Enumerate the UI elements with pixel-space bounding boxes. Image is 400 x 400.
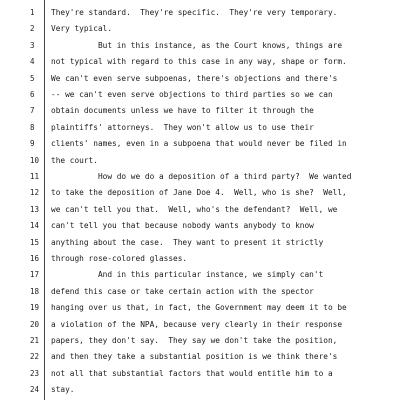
transcript-line bbox=[0, 136, 400, 152]
transcript-line bbox=[0, 71, 400, 87]
line-text: hanging over us that, in fact, the Government may deem it to be bbox=[51, 303, 347, 313]
transcript-line bbox=[0, 235, 400, 251]
line-text: And in this particular instance, we simply can't bbox=[51, 270, 324, 280]
transcript-line bbox=[0, 218, 400, 234]
line-text: stay. bbox=[51, 385, 75, 395]
line-text: anything about the case. They want to present it strictly bbox=[51, 237, 324, 247]
line-text: to take the deposition of Jane Doe 4. Well, who is she? Well, bbox=[51, 188, 347, 198]
line-number: 23 bbox=[30, 368, 40, 378]
transcript-line bbox=[0, 202, 400, 218]
transcript-line bbox=[0, 284, 400, 300]
line-number: 19 bbox=[30, 303, 40, 313]
transcript-line bbox=[0, 169, 400, 185]
line-text: Very typical. bbox=[51, 24, 113, 34]
line-text: How do we do a deposition of a third party? We wanted bbox=[51, 172, 352, 181]
line-text: But in this instance, as the Court knows, things are bbox=[51, 40, 343, 50]
line-number: 1 bbox=[30, 8, 35, 17]
line-text: defend this case or take certain action with the spector bbox=[51, 286, 314, 296]
transcript-line bbox=[0, 185, 400, 201]
line-number: 6 bbox=[30, 90, 35, 99]
line-text: through rose-colored glasses. bbox=[51, 254, 188, 263]
line-number: 12 bbox=[30, 188, 40, 198]
line-number: 13 bbox=[30, 204, 40, 214]
line-number: 5 bbox=[30, 73, 35, 83]
transcript-line bbox=[0, 300, 400, 316]
transcript-line bbox=[0, 366, 400, 382]
line-number: 16 bbox=[30, 254, 40, 263]
line-number: 11 bbox=[30, 172, 40, 181]
line-number: 21 bbox=[30, 336, 40, 345]
line-text: -- we can't even serve objections to third parties so we can bbox=[51, 90, 333, 99]
line-number: 7 bbox=[30, 106, 35, 116]
line-number: 17 bbox=[30, 270, 40, 280]
line-number: 3 bbox=[30, 40, 35, 50]
transcript-line bbox=[0, 349, 400, 365]
line-number: 9 bbox=[30, 139, 35, 149]
line-text: and then they take a substantial position is we think there's bbox=[51, 352, 338, 362]
line-number: 15 bbox=[30, 237, 40, 247]
line-number: 22 bbox=[30, 352, 40, 362]
transcript-line bbox=[0, 38, 400, 54]
transcript-line bbox=[0, 21, 400, 37]
line-text: we can't tell you that. Well, who's the defendant? Well, we bbox=[51, 204, 338, 214]
line-number: 20 bbox=[30, 319, 40, 329]
line-number: 24 bbox=[30, 385, 40, 395]
transcript-line bbox=[0, 87, 400, 103]
transcript-line bbox=[0, 54, 400, 70]
line-number: 10 bbox=[30, 155, 40, 165]
line-text: plaintiffs' attorneys. They won't allow us to use their bbox=[51, 122, 314, 132]
transcript-line bbox=[0, 382, 400, 398]
line-text: obtain documents unless we have to filter it through the bbox=[51, 106, 314, 116]
transcript-line bbox=[0, 120, 400, 136]
line-text: We can't even serve subpoenas, there's objections and there's bbox=[51, 73, 338, 83]
line-text: the court. bbox=[51, 155, 98, 165]
line-number: 14 bbox=[30, 221, 40, 231]
line-text: They're standard. They're specific. They're very temporary. bbox=[51, 8, 338, 17]
line-number: 4 bbox=[30, 57, 35, 67]
line-text: can't tell you that because nobody wants anybody to know bbox=[51, 221, 314, 231]
line-number: 2 bbox=[30, 24, 35, 34]
transcript-line bbox=[0, 267, 400, 283]
transcript-line bbox=[0, 103, 400, 119]
line-text: not typical with regard to this case in any way, shape or form. bbox=[51, 57, 347, 67]
line-text: not all that substantial factors that would entitle him to a bbox=[51, 368, 333, 378]
line-text: a violation of the NPA, because very clearly in their response bbox=[51, 319, 343, 329]
transcript-line bbox=[0, 251, 400, 267]
transcript-line bbox=[0, 153, 400, 169]
line-number: 8 bbox=[30, 122, 35, 132]
line-text: papers, they don't say. They say we don't take the position, bbox=[51, 336, 338, 345]
transcript-line bbox=[0, 317, 400, 333]
transcript-line bbox=[0, 5, 400, 21]
line-number: 18 bbox=[30, 286, 40, 296]
line-text: clients' names, even in a subpoena that would never be filed in bbox=[51, 139, 347, 149]
transcript-line bbox=[0, 333, 400, 349]
